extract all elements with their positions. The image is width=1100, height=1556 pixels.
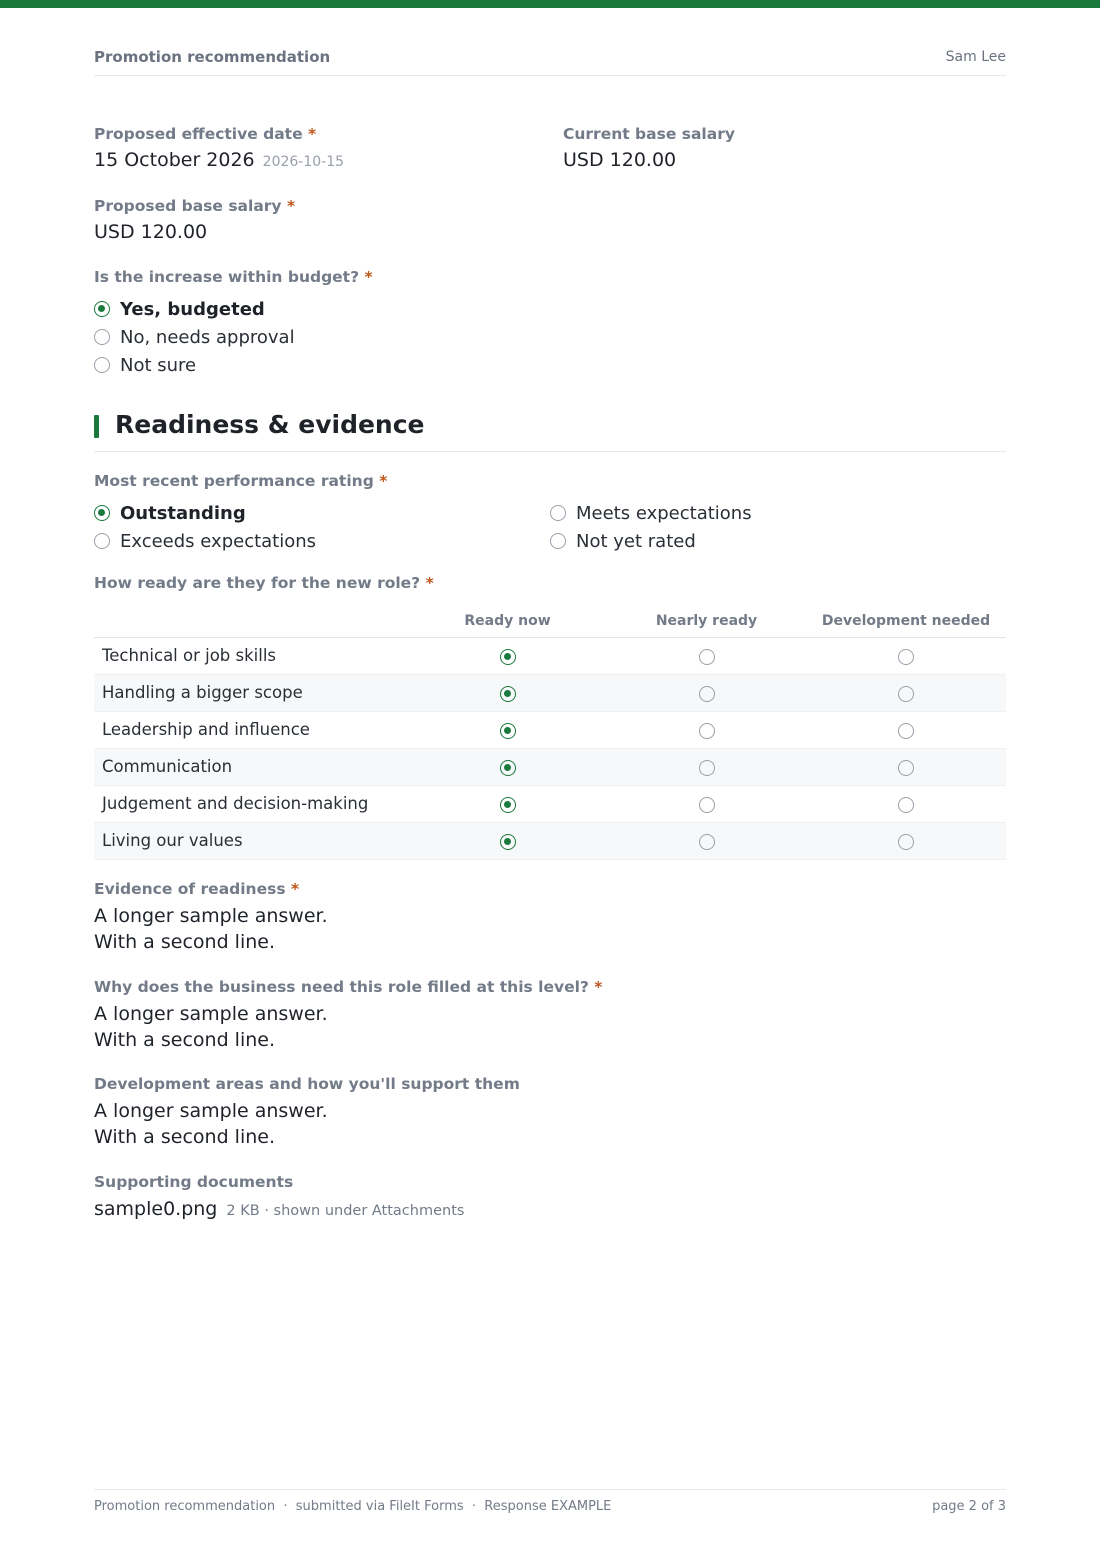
matrix-cell [607,822,806,859]
performance-option-not-rated[interactable]: Not yet rated [550,527,696,555]
radio-empty-icon[interactable] [699,797,715,813]
document-file-name[interactable]: sample0.png [94,1198,218,1220]
performance-field [94,472,1006,555]
matrix-cell [408,785,607,822]
matrix-cell [408,748,607,785]
development-label: Development areas and how you'll support them [94,1075,520,1093]
section-header [94,410,1006,452]
matrix-cell [806,637,1006,674]
section-title: Readiness & evidence [115,410,425,439]
required-mark: * [379,472,388,490]
radio-empty-icon[interactable] [699,760,715,776]
matrix-cell [408,822,607,859]
current-salary-value: USD 120.00 [563,149,677,171]
budget-field [94,268,373,379]
matrix-column-development-needed: Development needed [806,606,1006,637]
documents-field [94,1173,464,1224]
radio-selected-icon[interactable] [500,760,516,776]
performance-label: Most recent performance rating * [94,472,388,490]
proposed-salary-field [94,197,295,243]
radio-empty-icon[interactable] [898,834,914,850]
budget-option-yes[interactable]: Yes, budgeted [94,295,373,323]
matrix-row [94,822,1006,859]
matrix-cell [408,674,607,711]
section-accent-bar [94,415,99,438]
budget-option-no[interactable]: No, needs approval [94,323,373,351]
page-footer [94,1489,1006,1521]
business-need-field [94,978,602,1053]
footer-info: Promotion recommendation · submitted via FileIt Forms · Response EXAMPLE [94,1499,612,1514]
radio-empty-icon [550,505,566,521]
effective-date-value: 15 October 2026 2026-10-15 [94,149,345,171]
required-mark: * [308,125,317,143]
readiness-matrix [94,606,1006,860]
answer-line: A longer sample answer. [94,1003,328,1025]
matrix-body [94,637,1006,859]
matrix-row-label: Living our values [94,822,408,859]
answer-line: A longer sample answer. [94,905,328,927]
current-salary-field [563,125,735,171]
radio-selected-icon[interactable] [500,797,516,813]
radio-selected-icon[interactable] [500,834,516,850]
answer-line: With a second line. [94,1126,275,1148]
respondent-name: Sam Lee [945,49,1006,65]
documents-label: Supporting documents [94,1173,294,1191]
matrix-row [94,711,1006,748]
document-entry [94,1196,464,1224]
radio-empty-icon[interactable] [699,686,715,702]
matrix-column-ready-now: Ready now [408,606,607,637]
radio-empty-icon[interactable] [898,723,914,739]
answer-line: With a second line. [94,1029,275,1051]
required-mark: * [286,197,296,215]
matrix-cell [607,748,806,785]
matrix-cell [607,711,806,748]
readiness-label: How ready are they for the new role? * [94,574,434,592]
evidence-answer [94,903,328,955]
budget-option-not-sure[interactable]: Not sure [94,351,373,379]
radio-empty-icon[interactable] [898,649,914,665]
matrix-row-label: Handling a bigger scope [94,674,408,711]
matrix-cell [806,822,1006,859]
radio-empty-icon [94,329,110,345]
matrix-row-label: Communication [94,748,408,785]
matrix-cell [607,785,806,822]
performance-options [94,499,1006,555]
radio-selected-icon[interactable] [500,649,516,665]
radio-empty-icon [94,357,110,373]
effective-date-iso: 2026-10-15 [262,154,345,170]
effective-date-field [94,125,344,171]
performance-option-outstanding[interactable]: Outstanding [94,499,246,527]
radio-selected-icon[interactable] [500,723,516,739]
matrix-cell [806,674,1006,711]
proposed-salary-label: Proposed base salary * [94,197,296,215]
answer-line: With a second line. [94,931,275,953]
evidence-field [94,880,328,955]
radio-empty-icon[interactable] [898,760,914,776]
document-file-meta: 2 KB · shown under Attachments [226,1203,465,1219]
top-accent-bar [0,0,1100,8]
matrix-row [94,637,1006,674]
matrix-header-row [94,606,1006,637]
matrix-corner [94,606,408,637]
required-mark: * [364,268,373,286]
development-field [94,1075,520,1150]
page-number: page 2 of 3 [932,1499,1006,1514]
radio-selected-icon[interactable] [500,686,516,702]
radio-empty-icon[interactable] [898,797,914,813]
matrix-row-label: Judgement and decision-making [94,785,408,822]
performance-option-meets[interactable]: Meets expectations [550,499,752,527]
current-salary-label: Current base salary [563,125,735,143]
development-answer [94,1098,520,1150]
radio-empty-icon[interactable] [898,686,914,702]
radio-selected-icon [94,505,110,521]
evidence-label: Evidence of readiness * [94,880,300,898]
matrix-cell [607,637,806,674]
performance-option-exceeds[interactable]: Exceeds expectations [94,527,316,555]
matrix-cell [408,637,607,674]
matrix-row [94,785,1006,822]
business-need-label: Why does the business need this role filled at this level? * [94,978,603,996]
radio-empty-icon [94,533,110,549]
budget-options [94,295,373,379]
matrix-cell [806,748,1006,785]
radio-selected-icon [94,301,110,317]
matrix-cell [607,674,806,711]
page-header [94,48,1006,76]
form-title: Promotion recommendation [94,48,331,66]
business-need-answer [94,1001,602,1053]
matrix-cell [408,711,607,748]
matrix-row-label: Leadership and influence [94,711,408,748]
radio-empty-icon [550,533,566,549]
required-mark: * [425,574,434,592]
radio-empty-icon[interactable] [699,723,715,739]
radio-empty-icon[interactable] [699,834,715,850]
required-mark: * [290,880,300,898]
matrix-row [94,748,1006,785]
matrix-cell [806,785,1006,822]
required-mark: * [594,978,603,996]
matrix-row [94,674,1006,711]
radio-empty-icon[interactable] [699,649,715,665]
budget-label: Is the increase within budget? * [94,268,373,286]
matrix-cell [806,711,1006,748]
effective-date-label: Proposed effective date * [94,125,317,143]
matrix-column-nearly-ready: Nearly ready [607,606,806,637]
answer-line: A longer sample answer. [94,1100,328,1122]
proposed-salary-value: USD 120.00 [94,221,208,243]
matrix-row-label: Technical or job skills [94,637,408,674]
